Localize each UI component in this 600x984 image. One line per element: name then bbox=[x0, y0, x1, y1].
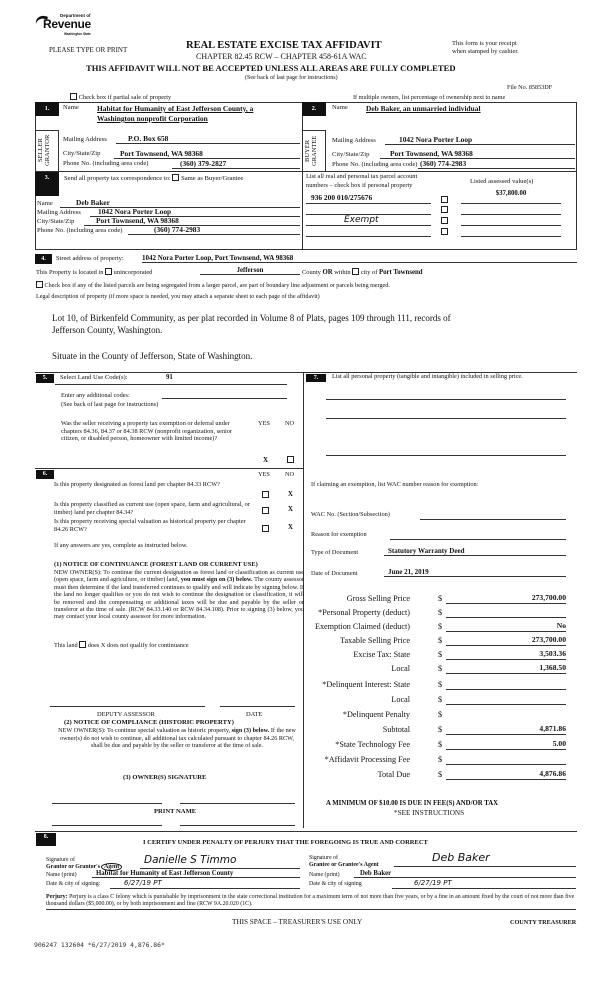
same-as-buyer-checkbox[interactable] bbox=[172, 174, 179, 181]
amount-row-tech-fee: *State Technology Fee $ 5.00 bbox=[335, 739, 566, 749]
seller-phone-label: Phone No. (including area code) bbox=[63, 160, 149, 167]
corr-phone-label: Phone No. (including area code) bbox=[37, 227, 123, 234]
located-row: This Property is located in unincorporated bbox=[36, 269, 153, 276]
assessor-date-line[interactable] bbox=[220, 706, 295, 707]
forest-land-no-mark[interactable]: X bbox=[288, 491, 293, 498]
county-within-row: County OR within city of Port Townsend bbox=[302, 269, 423, 276]
perjury-notice: Perjury: Perjury is a class C felony which is punishable by imprisonment in the state correctional institution for a maximum term of not more than five years, or by a fine in an amount fixed by the court of not more than five thousand dollars ($5,000.00), or by both imprisonment and fine (RCW 9A.20.020 (1C). bbox=[46, 894, 576, 910]
doc-date-field[interactable]: June 21, 2019 bbox=[384, 568, 566, 577]
grantee-name-field[interactable]: Deb Baker bbox=[354, 870, 576, 878]
excise-tax-state-field[interactable]: 3,503.36 bbox=[446, 649, 566, 660]
reason-label: Reason for exemption bbox=[311, 531, 367, 538]
county-field[interactable]: Jefferson bbox=[200, 267, 300, 275]
partial-sale-row: Check box if partial sale of property bbox=[70, 93, 171, 101]
grantor-name-field[interactable]: Habitat for Humanity of East Jefferson County bbox=[92, 870, 300, 878]
grantor-name-label: Name (print) bbox=[46, 872, 77, 878]
certification-title: I CERTIFY UNDER PENALTY OF PERJURY THAT THE FOREGOING IS TRUE AND CORRECT bbox=[143, 839, 428, 846]
does-qualify-checkbox[interactable] bbox=[79, 641, 86, 648]
deputy-assessor-label: DEPUTY ASSESSOR bbox=[97, 711, 155, 718]
personal-property-checkbox[interactable] bbox=[441, 228, 448, 235]
parcel-row bbox=[306, 226, 576, 237]
section6-top-rule bbox=[35, 468, 303, 469]
assessor-date-label: DATE bbox=[246, 711, 263, 718]
section8-top-rule bbox=[35, 831, 577, 832]
exemption-wac-label: If claiming an exemption, list WAC number reason for exemption: bbox=[311, 481, 479, 488]
personal-property-deduct-field[interactable] bbox=[446, 607, 566, 618]
partial-sale-checkbox[interactable] bbox=[70, 93, 77, 100]
amount-row-delinq-local: Local $ bbox=[300, 693, 600, 707]
grantor-signature-field[interactable]: Danielle S Timmo bbox=[140, 852, 300, 869]
form-title: REAL ESTATE EXCISE TAX AFFIDAVIT bbox=[186, 40, 382, 51]
section-3-badge: 3. bbox=[35, 172, 59, 196]
personal-property-line-2[interactable] bbox=[326, 418, 566, 419]
seller-phone-field[interactable]: (360) 379-2827 bbox=[172, 159, 300, 169]
amount-row-subtotal: Subtotal $ 4,871.86 bbox=[382, 724, 566, 734]
amount-row-personal: *Personal Property (deduct) $ bbox=[300, 606, 600, 620]
print-name-line-2[interactable] bbox=[180, 825, 295, 826]
buyer-mailing-label: Mailing Address bbox=[332, 137, 376, 144]
total-due-field[interactable]: 4,876.86 bbox=[446, 769, 566, 780]
buyer-name-field[interactable]: Deb Baker, an unmarried individual bbox=[366, 104, 481, 113]
exemption-yes-header: YES bbox=[258, 420, 270, 427]
frame-mid-divider bbox=[302, 102, 303, 250]
taxable-selling-price-field[interactable]: 273,700.00 bbox=[446, 635, 566, 646]
wac-no-field[interactable] bbox=[420, 512, 566, 520]
form-chapter: CHAPTER 82.45 RCW – CHAPTER 458-61A WAC bbox=[196, 52, 367, 61]
seller-city-label: City/State/Zip bbox=[63, 150, 101, 157]
legal-description[interactable]: Lot 10, of Birkenfeld Community, as per plat recorded in Volume 8 of Plats, pages 109 through 111, records of Jefferson County, Washington. Situate in the County of Jefferson, State of Washington. bbox=[52, 313, 451, 361]
parcel-row bbox=[306, 190, 576, 204]
assessed-value-header: Listed assessed value(s) bbox=[470, 178, 534, 185]
personal-property-line-1[interactable] bbox=[326, 399, 566, 400]
personal-property-checkbox[interactable] bbox=[441, 196, 448, 203]
minimum-due-note: A MINIMUM OF $10.00 IS DUE IN FEE(S) AND/OR TAX bbox=[326, 800, 499, 807]
current-use-no-mark[interactable]: X bbox=[288, 506, 293, 513]
amount-row-excise-state: Excise Tax: State $ 3,503.36 bbox=[353, 649, 566, 659]
section-5-badge: 5. bbox=[36, 374, 54, 383]
buyer-mailing-field[interactable]: 1042 Nora Porter Loop bbox=[385, 135, 575, 145]
historic-no-mark[interactable]: X bbox=[288, 524, 293, 531]
notice-1-body: NEW OWNER(S): To continue the current designation as forest land or classification as current use (open space, farm and agriculture, or timber) land, you must sign on (3) below. The county assessor must then determine if the land transferred continues to qualify and will indicate by signing below. If the land no longer qualifies or you do not wish to continue the designation or classification, it will be removed and the compensating or additional taxes will be due and payable by the seller or transferor at the time of sale. (RCW 84.33.140 or RCW 84.34.108). Prior to signing (3) below, you may contact your local county assessor for more information. bbox=[54, 569, 305, 621]
seller-name-line1[interactable]: Habitat for Humanity of East Jefferson County, a bbox=[97, 104, 254, 113]
treasurer-stamp: 906247 132604 *6/27/2019 4,876.86* bbox=[34, 941, 165, 949]
delinquent-interest-local-field[interactable] bbox=[446, 694, 566, 705]
corr-phone-field[interactable]: (360) 774-2983 bbox=[128, 225, 300, 235]
amount-row-gross: Gross Selling Price $ 273,700.00 bbox=[346, 593, 566, 603]
personal-property-checkbox[interactable] bbox=[441, 217, 448, 224]
buyer-phone-label: Phone No. (including area code) bbox=[332, 161, 418, 168]
print-name-label: PRINT NAME bbox=[154, 808, 197, 815]
continuance-row: This land does X does not qualify for continuance bbox=[54, 642, 189, 649]
receipt-note-1: This form is your receipt bbox=[452, 40, 517, 47]
seller-side-label: SELLER GRANTOR bbox=[37, 134, 51, 167]
additional-codes-field[interactable] bbox=[162, 391, 287, 399]
logo-state: Washington State bbox=[64, 32, 91, 36]
file-number: File No. 85853DF bbox=[507, 84, 553, 91]
parcels-header: List all real and personal tax parcel account numbers – check box if personal property bbox=[306, 173, 418, 189]
amount-row-total: Total Due $ 4,876.86 bbox=[377, 769, 566, 779]
amount-row-delinq-state: *Delinquent Interest: State $ bbox=[300, 678, 600, 692]
street-field[interactable]: 1042 Nora Porter Loop, Port Townsend, WA 98368 bbox=[142, 254, 577, 263]
logo-dept: Department of bbox=[60, 13, 91, 18]
parcel-number-field[interactable]: Exempt bbox=[306, 214, 431, 226]
please-type: PLEASE TYPE OR PRINT bbox=[49, 46, 128, 54]
segregated-checkbox[interactable] bbox=[36, 281, 43, 288]
notice-2-title: (2) NOTICE OF COMPLIANCE (HISTORIC PROPERTY) bbox=[64, 719, 234, 726]
section-8-badge: 8. bbox=[36, 833, 56, 846]
see-instructions-note: *SEE INSTRUCTIONS bbox=[394, 809, 465, 817]
delinquent-interest-state-field[interactable] bbox=[446, 679, 566, 690]
amount-row-affidavit-fee: *Affidavit Processing Fee $ bbox=[300, 753, 600, 767]
assessed-value-field[interactable] bbox=[461, 215, 561, 226]
corr-city-field[interactable]: Port Townsend, WA 98368 bbox=[84, 216, 300, 226]
grantor-date-field[interactable]: 6/27/19 PT bbox=[110, 879, 300, 889]
doc-date-label: Date of Document bbox=[311, 570, 358, 577]
grantee-date-label: Date & city of signing bbox=[309, 881, 362, 887]
amount-row-taxable: Taxable Selling Price $ 273,700.00 bbox=[340, 635, 566, 645]
treasurer-space-label: THIS SPACE – TREASURER'S USE ONLY bbox=[232, 918, 363, 926]
wac-no-label: WAC No. (Section/Subsection) bbox=[311, 511, 390, 518]
street-label: Street address of property: bbox=[56, 255, 124, 262]
delinquent-penalty-field[interactable] bbox=[446, 709, 566, 720]
amount-row-excise-local: Local $ 1,368.50 bbox=[391, 663, 566, 673]
additional-codes-note: (See back of last page for instructions) bbox=[61, 401, 159, 408]
segregated-row: Check box if any of the listed parcels are being segregated from a larger parcel, are part of boundary line adjustment or parcels being merged. bbox=[36, 281, 390, 289]
assessed-value-field[interactable]: $37,800.00 bbox=[461, 190, 561, 204]
personal-property-label: List all personal property (tangible and intangible) included in selling price. bbox=[332, 373, 523, 380]
personal-property-checkbox[interactable] bbox=[441, 206, 448, 213]
seller-city-field[interactable]: Port Townsend, WA 98368 bbox=[114, 149, 300, 159]
seller-mailing-field[interactable]: P.O. Box 658 bbox=[116, 134, 300, 144]
if-yes-note: If any answers are yes, complete as instructed below. bbox=[54, 542, 188, 549]
parcel-number-field[interactable]: 936 200 010/275676 bbox=[306, 193, 431, 204]
grantor-date-label: Date & city of signing: bbox=[46, 881, 101, 887]
corr-city-label: City/State/Zip bbox=[37, 218, 75, 225]
personal-property-line-3[interactable] bbox=[326, 455, 566, 456]
dor-logo bbox=[34, 12, 104, 38]
multiple-owners-note: If multiple owners, list percentage of ownership next to name bbox=[353, 94, 506, 101]
exemption-no-header: NO bbox=[285, 420, 295, 427]
owner-sig-line-1[interactable] bbox=[52, 803, 162, 804]
historic-question: Is this property receiving special valuation as historical property per chapter 84.26 RCW? bbox=[54, 518, 246, 533]
corr-name-label: Name bbox=[37, 200, 53, 207]
corr-mailing-label: Mailing Address bbox=[37, 209, 81, 216]
buyer-side-label: BUYER GRANTEE bbox=[304, 135, 318, 166]
unincorporated-checkbox[interactable] bbox=[105, 268, 112, 275]
current-use-yes-checkbox[interactable] bbox=[262, 507, 269, 514]
print-name-line-1[interactable] bbox=[52, 825, 162, 826]
land-use-underline bbox=[55, 384, 287, 385]
deputy-assessor-sig-line[interactable] bbox=[50, 706, 205, 707]
section-1-badge: 1. bbox=[35, 102, 59, 116]
gross-selling-price-field[interactable]: 273,700.00 bbox=[446, 593, 566, 604]
seller-mailing-label: Mailing Address bbox=[63, 136, 107, 143]
section-2-badge: 2. bbox=[302, 102, 326, 116]
owner-sig-line-2[interactable] bbox=[180, 803, 295, 804]
excise-tax-local-field[interactable]: 1,368.50 bbox=[446, 663, 566, 674]
forest-land-question: Is this property designated as forest land per chapter 84.33 RCW? bbox=[54, 481, 220, 488]
seller-name-label: Name bbox=[63, 104, 79, 111]
exemption-yes-mark[interactable]: X bbox=[263, 456, 269, 464]
frame-row-divider bbox=[35, 171, 577, 172]
parcel-number-field[interactable] bbox=[306, 226, 431, 237]
parcel-row bbox=[306, 215, 576, 226]
additional-codes-label: Enter any additional codes: bbox=[61, 392, 130, 399]
amount-row-penalty: *Delinquent Penalty $ bbox=[300, 708, 600, 722]
seller-name-line2[interactable]: Washington nonprofit Corporation bbox=[97, 114, 208, 123]
amount-row-exemption: Exemption Claimed (deduct) $ No bbox=[314, 621, 566, 631]
forest-land-yes-checkbox[interactable] bbox=[262, 491, 269, 498]
grantee-name-label: Name (print) bbox=[309, 872, 340, 878]
county-treasurer-label: COUNTY TREASURER bbox=[510, 919, 577, 926]
correspondence-label: Send all property tax correspondence to: Same as Buyer/Grantee bbox=[64, 175, 244, 182]
designation-yes-header: YES bbox=[258, 471, 270, 478]
city-field[interactable]: Port Townsend bbox=[378, 269, 423, 276]
notice-2-body: NEW OWNER(S): To continue special valuation as historic property, sign (3) below. If the new owner(s) do not wish to continue, all additional tax calculated pursuant to chapter 84.26 RCW, shall be due and payable by the seller or transferor at the time of sale. bbox=[58, 727, 296, 749]
assessed-value-field[interactable] bbox=[461, 204, 561, 215]
legal-label: Legal description of property (if more space is needed, you may attach a separate sheet to each page of the affidavit) bbox=[36, 294, 320, 300]
buyer-city-field[interactable]: Port Townsend, WA 98368 bbox=[380, 149, 575, 159]
subtotal-field[interactable]: 4,871.86 bbox=[446, 724, 566, 735]
historic-yes-checkbox[interactable] bbox=[262, 525, 269, 532]
logo-revenue: Revenue bbox=[43, 17, 91, 31]
form-warning: THIS AFFIDAVIT WILL NOT BE ACCEPTED UNLESS ALL AREAS ARE FULLY COMPLETED bbox=[86, 63, 456, 73]
grantee-signature-field[interactable]: Deb Baker bbox=[394, 850, 576, 867]
grantee-date-field[interactable]: 6/27/19 PT bbox=[392, 879, 576, 889]
grantor-sig-label: Signature of Grantor or Grantor's Agent bbox=[46, 857, 122, 871]
buyer-name-label: Name bbox=[332, 104, 348, 111]
buyer-phone-field[interactable]: (360) 774-2983 bbox=[418, 159, 575, 169]
does-not-qualify-mark[interactable]: X does not qualify for continuance bbox=[100, 642, 189, 649]
doc-type-field[interactable]: Statutory Warranty Deed bbox=[384, 547, 566, 556]
section-4-badge: 4. bbox=[35, 254, 52, 264]
section-6-badge: 6. bbox=[36, 470, 54, 479]
receipt-note-2: when stamped by cashier. bbox=[452, 48, 519, 55]
exemption-no-checkbox[interactable] bbox=[287, 456, 294, 463]
exemption-question: Was the seller receiving a property tax exemption or deferral under chapters 84.36, 84.37 or 84.38 RCW (nonprofit organization, senior citizen, or disabled person, homeowner with limited income)? bbox=[61, 420, 232, 443]
land-use-label: Select Land Use Code(s): bbox=[60, 374, 128, 381]
corr-mailing-field[interactable]: 1042 Nora Porter Loop bbox=[90, 207, 300, 217]
owner-signature-label: (3) OWNER(S) SIGNATURE bbox=[123, 774, 207, 781]
agent-circled: Agent bbox=[101, 863, 122, 871]
buyer-city-label: City/State/Zip bbox=[332, 151, 370, 158]
current-use-question: Is this property classified as current use (open space, farm and agricultural, or timber) land per chapter 84.34? bbox=[54, 501, 250, 516]
see-back-note: (See back of last page for instructions) bbox=[245, 75, 338, 81]
affidavit-processing-fee-field[interactable] bbox=[446, 754, 566, 765]
notice-1-title: (1) NOTICE OF CONTINUANCE (FOREST LAND OR CURRENT USE) bbox=[54, 561, 258, 568]
within-city-checkbox[interactable] bbox=[352, 268, 359, 275]
designation-no-header: NO bbox=[285, 471, 295, 478]
section-7-badge: 7. bbox=[306, 374, 326, 382]
exemption-claimed-field[interactable]: No bbox=[446, 621, 566, 632]
corr-name-field[interactable]: Deb Baker bbox=[60, 198, 300, 208]
grantee-sig-label: Signature of Grantee or Grantee's Agent bbox=[309, 855, 379, 868]
land-use-code-field[interactable]: 91 bbox=[166, 374, 173, 381]
reason-field[interactable] bbox=[390, 532, 566, 540]
state-technology-fee-field[interactable]: 5.00 bbox=[446, 739, 566, 750]
assessed-value-field[interactable] bbox=[461, 226, 561, 237]
doc-type-label: Type of Document bbox=[311, 549, 359, 556]
